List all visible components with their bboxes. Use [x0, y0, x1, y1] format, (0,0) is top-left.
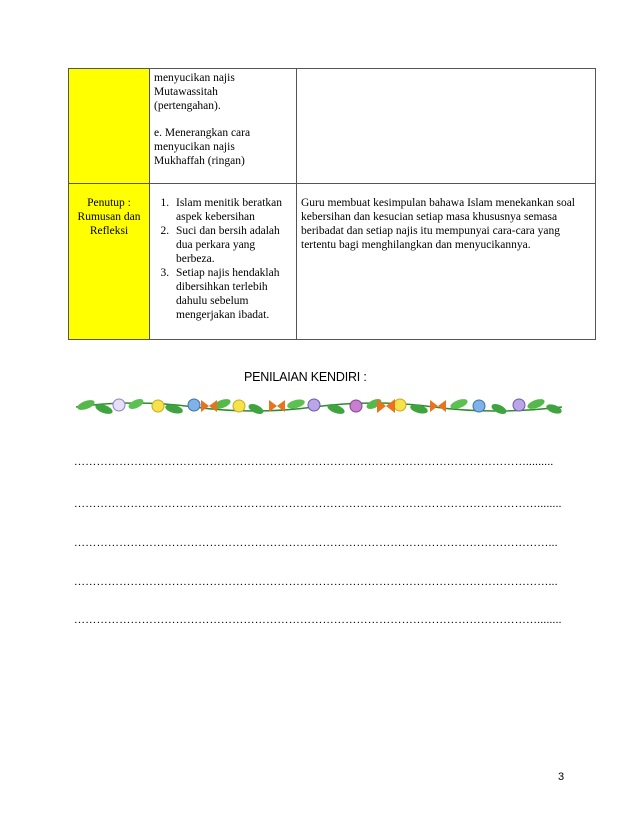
- answer-line[interactable]: ………………………………………………………………………………………………………….........: [74, 456, 554, 468]
- stage-label: Refleksi: [89, 225, 129, 237]
- list-item: 2. Suci dan bersih adalah dua perkara yang berbeza.: [172, 224, 292, 266]
- list-item: 1. Islam menitik beratkan aspek kebersihan: [172, 196, 292, 224]
- teacher-note-cell: [297, 184, 596, 340]
- teacher-note: Guru membuat kesimpulan bahawa Islam menekankan soal kebersihan dan kesucian setiap masa khususnya semasa beribadat dan setiap najis itu mempunyai cara-cara yang tertentu bagi menghilangkan dan menyucikannya.: [301, 197, 576, 251]
- stage-cell: [69, 184, 150, 340]
- activity-line: menyucikan najis: [154, 72, 235, 84]
- answer-line[interactable]: ………………………………………………………………………………………………………………...: [74, 537, 558, 549]
- answer-line[interactable]: ……………………………………………………………………………………………………………........: [74, 498, 562, 510]
- note-cell-empty: [297, 69, 596, 184]
- answer-line[interactable]: ……………………………………………………………………………………………………………........: [74, 614, 562, 626]
- table-row: [69, 69, 596, 184]
- summary-points-cell: [150, 184, 297, 340]
- lesson-table: [68, 68, 596, 340]
- activity-line: menyucikan najis: [154, 141, 235, 153]
- activity-line: Mutawassitah: [154, 86, 218, 98]
- stage-label: Penutup :: [87, 197, 131, 209]
- floral-border: [74, 393, 564, 419]
- stage-label: Rumusan dan: [77, 211, 141, 223]
- page-number: 3: [558, 771, 565, 783]
- answer-line[interactable]: ………………………………………………………………………………………………………………...: [74, 576, 558, 588]
- table-row: [69, 184, 596, 340]
- activity-line: Mukhaffah (ringan): [154, 155, 245, 167]
- activity-line: (pertengahan).: [154, 100, 221, 112]
- activity-line: e. Menerangkan cara: [154, 127, 251, 139]
- summary-points-list: [152, 196, 292, 322]
- self-assessment-title: PENILAIAN KENDIRI :: [244, 370, 367, 384]
- list-item: 3. Setiap najis hendaklah dibersihkan terlebih dahulu sebelum mengerjakan ibadat.: [172, 266, 292, 322]
- stage-cell-empty: [69, 69, 150, 184]
- activity-cell: [150, 69, 297, 184]
